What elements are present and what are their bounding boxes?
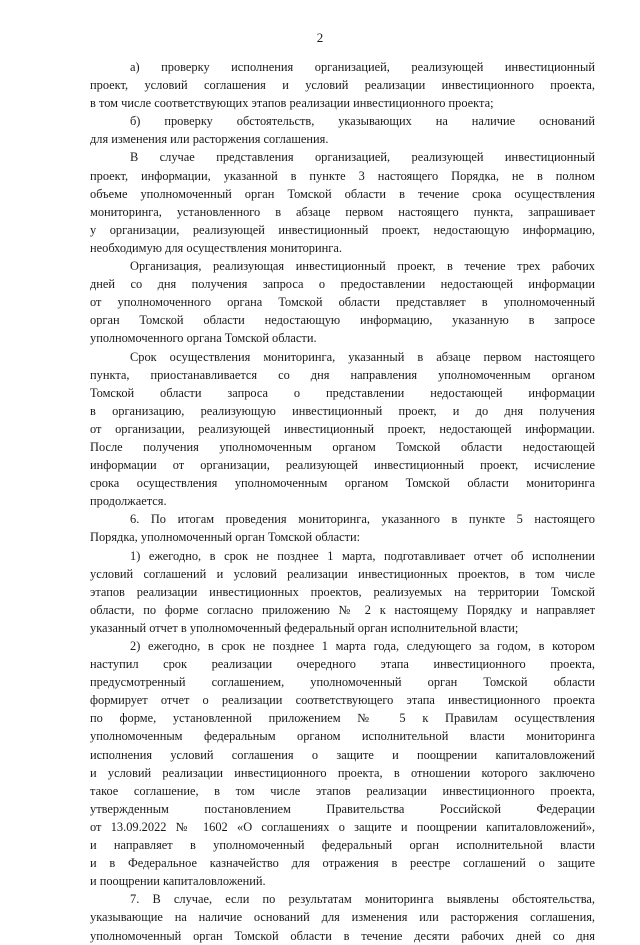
text-line: 1) ежегодно, в срок не позднее 1 марта, подготавливает отчет об исполнении — [130, 548, 595, 563]
text-line: для изменения или расторжения соглашения. — [90, 132, 329, 147]
paragraph-p-case — [90, 148, 595, 257]
text-line: и в Федеральное казначейство для отражения в реестре соглашений о защите — [90, 856, 595, 871]
text-line: в организацию, реализующую инвестиционный проект, и до дня получения — [90, 403, 595, 418]
text-line: указывающие на наличие оснований для изменения или расторжения соглашения, — [90, 910, 595, 925]
text-line: условий соглашений и условий реализации инвестиционных проектов, в том числе — [90, 566, 595, 581]
text-line: уполномоченным федеральным органом исполнительной власти мониторинга — [90, 729, 595, 744]
text-line: Томской области запроса о представлении недостающей информации — [90, 385, 595, 400]
text-line: уполномоченного органа Томской области. — [90, 331, 317, 346]
paragraph-p-6-2 — [90, 637, 595, 890]
text-line: необходимую для осуществления мониторинга. — [90, 240, 342, 255]
text-line: и условий реализации инвестиционного проекта, в отношении которого заключено — [90, 765, 595, 780]
text-line: у организации, реализующей инвестиционный проект, недостающую информацию, — [90, 222, 595, 237]
paragraph-p-b — [90, 112, 595, 148]
text-line: в том числе соответствующих этапов реализации инвестиционного проекта; — [90, 96, 494, 111]
text-line: предусмотренный соглашением, уполномоченный орган Томской области — [90, 675, 595, 690]
text-line: проект, условий соглашения и условий реализации инвестиционного проекта, — [90, 78, 595, 93]
text-line: объеме уполномоченный орган Томской области в течение срока осуществления — [90, 186, 595, 201]
text-line: Срок осуществления мониторинга, указанный в абзаце первом настоящего — [130, 349, 595, 364]
text-line: наступил срок реализации очередного этапа инвестиционного проекта, — [90, 657, 595, 672]
text-line: 7. В случае, если по результатам мониторинга выявлены обстоятельства, — [130, 892, 595, 907]
text-line: мониторинга, установленного в абзаце первом настоящего пункта, запрашивает — [90, 204, 595, 219]
text-line: и направляет в уполномоченный федеральный орган исполнительной власти — [90, 838, 595, 853]
text-line: от организации, реализующей инвестиционный проект, недостающей информации. — [90, 421, 595, 436]
page-number: 2 — [316, 30, 324, 45]
text-line: б) проверку обстоятельств, указывающих на наличие оснований — [130, 114, 595, 129]
text-line: После получения уполномоченным органом Томской области недостающей — [90, 439, 595, 454]
paragraph-p-a — [90, 58, 595, 112]
text-line: исполнения условий соглашения о защите и поощрении капиталовложений — [90, 747, 595, 762]
text-line: 2) ежегодно, в срок не позднее 1 марта года, следующего за годом, в котором — [130, 639, 595, 653]
text-line: продолжается. — [90, 494, 167, 509]
text-line: проект, информации, указанной в пункте 3 настоящего Порядка, не в полном — [90, 168, 595, 183]
text-line: Порядка, уполномоченный орган Томской области: — [90, 530, 361, 545]
text-line: указанный отчет в уполномоченный федеральный орган исполнительной власти; — [90, 620, 519, 635]
text-line: этапов реализации инвестиционных проектов, реализуемых на территории Томской — [90, 584, 595, 599]
paragraph-p-org — [90, 257, 595, 347]
text-line: дней со дня получения запроса о предоставлении недостающей информации — [90, 277, 595, 292]
paragraph-p-term — [90, 348, 595, 511]
text-line: пункта, приостанавливается со дня направления уполномоченным органом — [90, 367, 595, 382]
text-line: уполномоченный орган Томской области в течение десяти рабочих дней со дня — [90, 928, 595, 943]
text-line: от уполномоченного органа Томской области представляет в уполномоченный — [90, 295, 595, 310]
document-body — [90, 58, 595, 945]
text-line: 6. По итогам проведения мониторинга, указанного в пункте 5 настоящего — [130, 512, 595, 527]
text-line: от 13.09.2022 № 1602 «О соглашениях о защите и поощрении капиталовложений», — [90, 819, 595, 834]
text-line: орган Томской области недостающую информацию, указанную в запросе — [90, 313, 595, 328]
text-line: Организация, реализующая инвестиционный проект, в течение трех рабочих — [130, 259, 595, 274]
paragraph-p-6-1 — [90, 547, 595, 637]
text-line: и поощрении капиталовложений. — [90, 874, 266, 889]
text-line: утвержденным постановлением Правительства Российской Федерации — [90, 801, 595, 816]
text-line: В случае представления организацией, реализующей инвестиционный — [130, 150, 595, 165]
text-line: по форме, установленной приложением № 5 к Правилам осуществления — [90, 711, 595, 726]
paragraph-p-7 — [90, 890, 595, 944]
text-line: срока осуществления уполномоченным органом Томской области мониторинга — [90, 476, 595, 491]
text-line: области, по форме согласно приложению № 2 к настоящему Порядку и направляет — [90, 602, 595, 617]
text-line: формирует отчет о реализации соответствующего этапа инвестиционного проекта — [90, 693, 595, 708]
text-line: информации от организации, реализующей инвестиционный проект, исчисление — [90, 458, 595, 473]
paragraph-p-6 — [90, 510, 595, 546]
text-line: такое соглашение, в том числе этапов реализации инвестиционного проекта, — [90, 783, 595, 798]
text-line: а) проверку исполнения организацией, реализующей инвестиционный — [130, 60, 595, 74]
